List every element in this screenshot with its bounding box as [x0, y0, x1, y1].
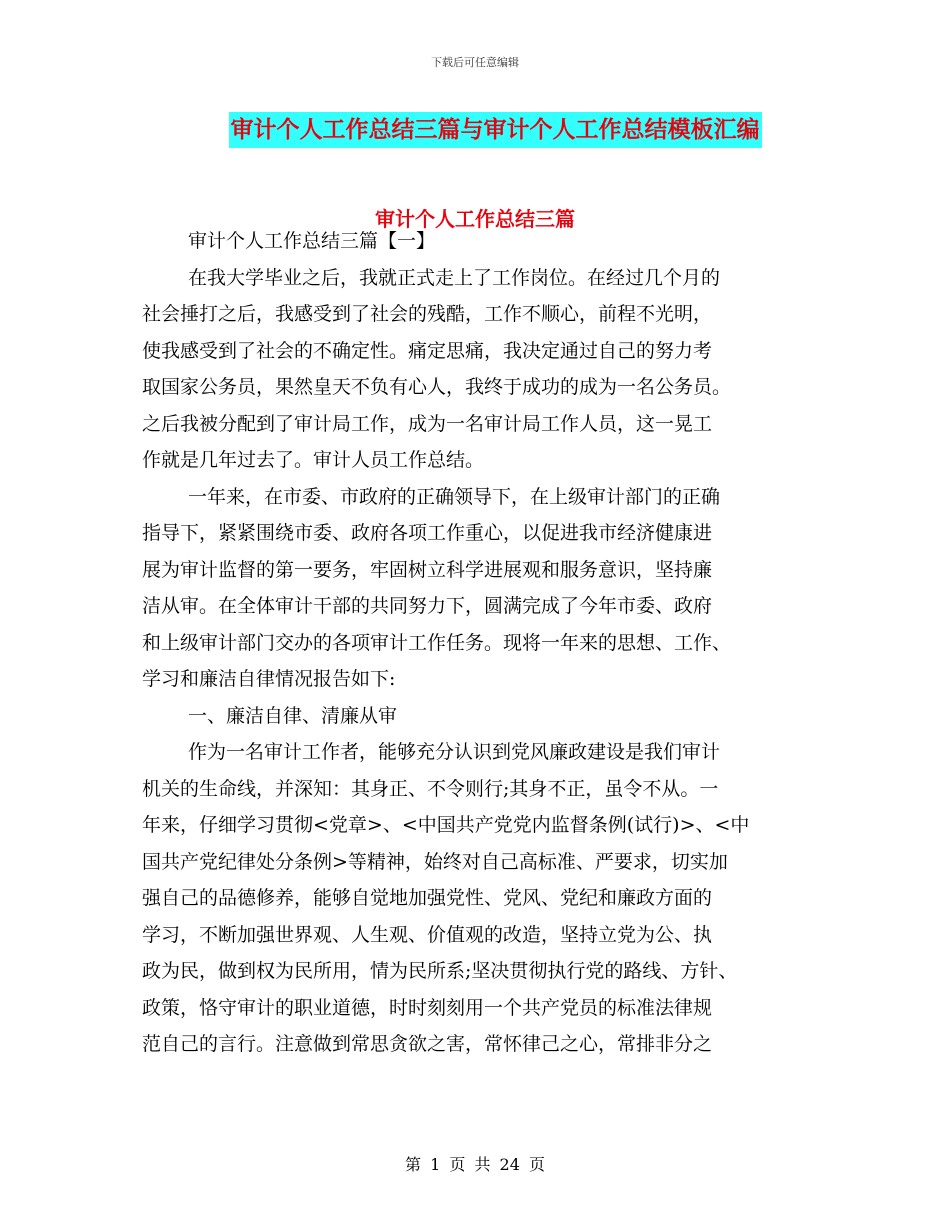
body-line: 年来，仔细学习贯彻<党章>、<中国共产党党内监督条例(试行)>、<中 [142, 814, 750, 836]
main-title-container [0, 112, 950, 148]
body-line: 机关的生命线，并深知：其身正、不令则行;其身不正，虽令不从。一 [142, 777, 719, 800]
body-line: 取国家公务员，果然皇天不负有心人，我终于成功的成为一名公务员。 [142, 376, 732, 398]
body-line: 一年来，在市委、市政府的正确领导下，在上级审计部门的正确 [188, 485, 721, 508]
body-line: 社会捶打之后，我感受到了社会的残酷，工作不顺心，前程不光明， [142, 303, 713, 325]
header-note: 下载后可任意编辑 [431, 56, 519, 69]
main-title: 审计个人工作总结三篇与审计个人工作总结模板汇编 [229, 112, 762, 148]
body-line: 学习，不断加强世界观、人生观、价值观的改造，坚持立党为公、执 [142, 923, 713, 946]
body-line: 审计个人工作总结三篇【一】 [188, 230, 436, 252]
body-line: 范自己的言行。注意做到常思贪欲之害，常怀律己之心，常排非分之 [142, 1033, 713, 1055]
body-line: 展为审计监督的第一要务，牢固树立科学进展观和服务意识，坚持廉 [142, 558, 713, 581]
body-line: 国共产党纪律处分条例>等精神，始终对自己高标准、严要求，切实加 [142, 850, 728, 873]
body-line: 指导下，紧紧围绕市委、政府各项工作重心，以促进我市经济健康进 [142, 522, 713, 544]
body-line: 一、廉洁自律、清廉从审 [188, 704, 398, 727]
body-text [142, 223, 822, 1063]
body-line: 之后我被分配到了审计局工作，成为一名审计局工作人员，这一晃工 [142, 412, 713, 435]
body-line: 使我感受到了社会的不确定性。痛定思痛，我决定通过自己的努力考 [142, 339, 713, 362]
body-line: 在我大学毕业之后，我就正式走上了工作岗位。在经过几个月的 [188, 266, 721, 289]
section-title: 审计个人工作总结三篇 [375, 207, 575, 231]
body-line: 洁从审。在全体审计干部的共同努力下，圆满完成了今年市委、政府 [142, 595, 713, 617]
body-line: 政策，恪守审计的职业道德，时时刻刻用一个共产党员的标准法律规 [142, 996, 713, 1019]
body-line: 政为民，做到权为民所用，情为民所系;坚决贯彻执行党的路线、方针、 [142, 960, 738, 982]
body-line: 作为一名审计工作者，能够充分认识到党风廉政建设是我们审计 [188, 741, 721, 763]
body-line: 和上级审计部门交办的各项审计工作任务。现将一年来的思想、工作、 [142, 631, 732, 654]
body-line: 学习和廉洁自律情况报告如下: [142, 668, 396, 690]
body-line: 强自己的品德修养，能够自觉地加强党性、党风、党纪和廉政方面的 [142, 887, 713, 909]
body-line: 作就是几年过去了。审计人员工作总结。 [142, 449, 485, 471]
page-footer: 第 1 页 共 24 页 [405, 1155, 545, 1174]
